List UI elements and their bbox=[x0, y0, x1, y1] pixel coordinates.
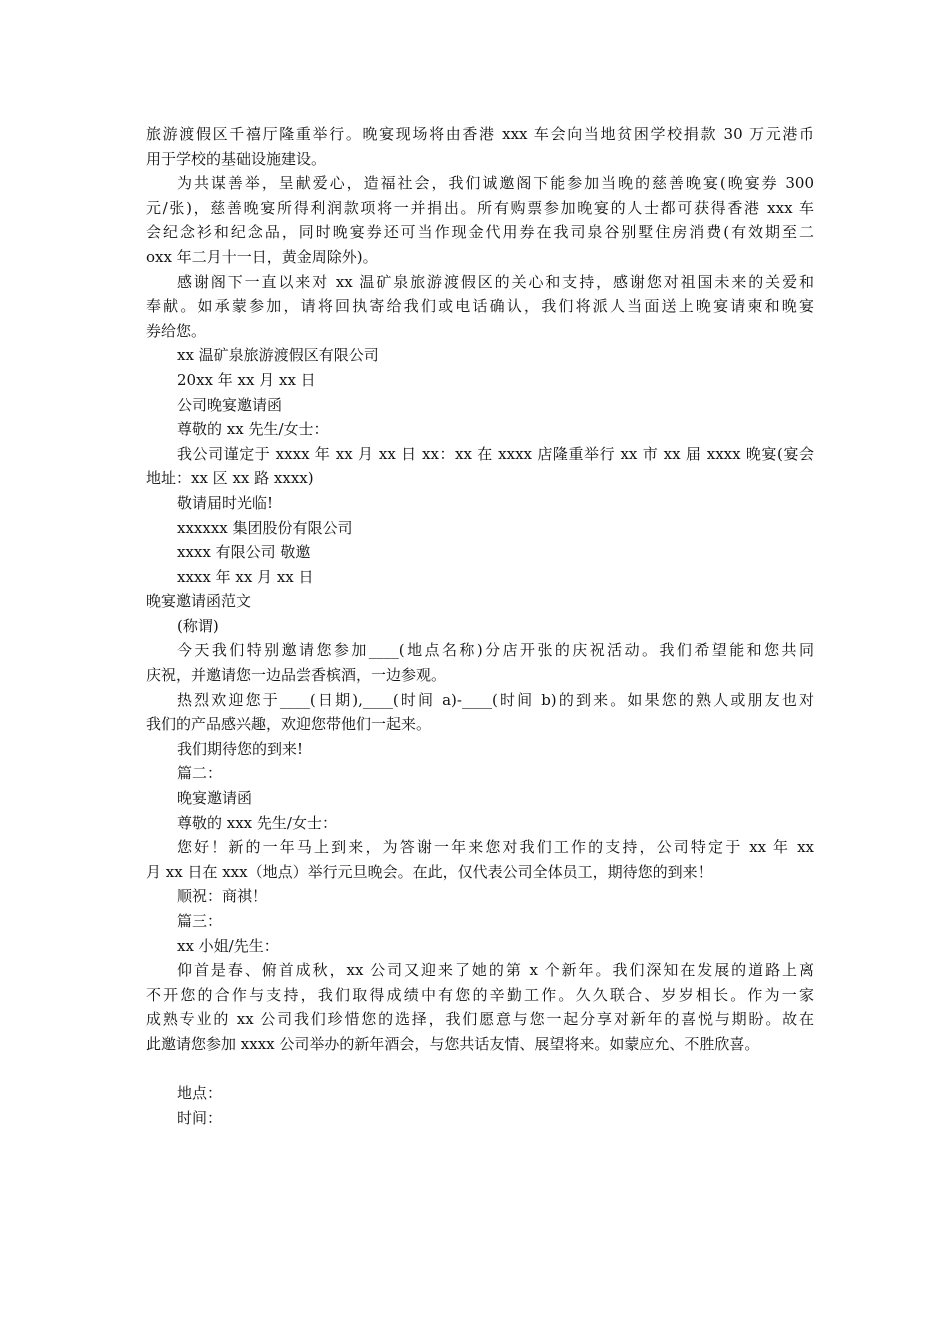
paragraph-line: 用于学校的基础设施建设。 bbox=[146, 149, 327, 168]
section-title: 公司晚宴邀请函 bbox=[177, 395, 283, 414]
paragraph-line: 为共谋善举，呈献爱心，造福社会，我们诚邀阁下能参加当晚的慈善晚宴(晚宴券 300 bbox=[177, 174, 814, 193]
paragraph-line: 热烈欢迎您于____(日期),____(时间 a)-____(时间 b)的到来。如果您的熟人或朋友也对 bbox=[177, 690, 814, 709]
paragraph-line: 仰首是春、俯首成秋，xx 公司又迎来了她的第 x 个新年。我们深知在发展的道路上离 bbox=[177, 961, 814, 980]
paragraph-line: 月 xx 日在 xxx（地点）举行元旦晚会。在此，仅代表公司全体员工，期待您的到来！ bbox=[146, 862, 713, 881]
paragraph-line: 您好！新的一年马上到来，为答谢一年来您对我们工作的支持，公司特定于 xx 年 xx bbox=[177, 838, 814, 857]
paragraph-line: 感谢阁下一直以来对 xx 温矿泉旅游渡假区的关心和支持，感谢您对祖国未来的关爱和 bbox=[177, 272, 814, 291]
paragraph-line: 此邀请您参加 xxxx 公司举办的新年酒会，与您共话友情、展望将来。如蒙应允、不胜欣喜。 bbox=[146, 1034, 760, 1053]
closing-line: 敬请届时光临! bbox=[177, 493, 274, 512]
paragraph-line: 不开您的合作与支持，我们取得成绩中有您的辛勤工作。久久联合、岁岁相长。作为一家 bbox=[146, 985, 814, 1004]
salutation: 尊敬的 xx 先生/女士： bbox=[177, 420, 329, 439]
paragraph-line: 我们的产品感兴趣，欢迎您带他们一起来。 bbox=[146, 715, 432, 734]
paragraph-line: 地址：xx 区 xx 路 xxxx) bbox=[146, 469, 314, 488]
paragraph-line: 券给您。 bbox=[146, 321, 207, 340]
section-title: 晚宴邀请函范文 bbox=[146, 592, 252, 611]
signature-line: xxxx 有限公司 敬邀 bbox=[177, 543, 311, 562]
date-line: xxxx 年 xx 月 xx 日 bbox=[177, 567, 314, 586]
section-heading: 篇二： bbox=[177, 764, 223, 783]
paragraph-line: oxx 年二月十一日，黄金周除外)。 bbox=[146, 247, 378, 266]
section-title: 晚宴邀请函 bbox=[177, 789, 253, 808]
salutation: 尊敬的 xxx 先生/女士： bbox=[177, 813, 337, 832]
date-line: 20xx 年 xx 月 xx 日 bbox=[177, 370, 316, 389]
company-name: xxxxxx 集团股份有限公司 bbox=[177, 518, 353, 537]
company-name: xx 温矿泉旅游渡假区有限公司 bbox=[177, 346, 379, 365]
section-heading: 篇三： bbox=[177, 912, 223, 930]
paragraph-line: 今天我们特别邀请您参加____(地点名称)分店开张的庆祝活动。我们希望能和您共同 bbox=[177, 641, 814, 660]
document-page bbox=[146, 122, 814, 1130]
blank-line bbox=[146, 1057, 814, 1082]
paragraph-line: 会纪念衫和纪念品，同时晚宴券还可当作现金代用券在我司泉谷别墅住房消费(有效期至二 bbox=[146, 223, 814, 242]
paragraph-line: 我公司谨定于 xxxx 年 xx 月 xx 日 xx：xx 在 xxxx 店隆重举行 xx 市 xx 届 xxxx 晚宴(宴会 bbox=[177, 444, 814, 463]
salutation: (称谓) bbox=[177, 616, 219, 635]
closing-line: 顺祝：商祺！ bbox=[177, 887, 268, 906]
closing-line: 我们期待您的到来! bbox=[177, 739, 304, 758]
paragraph-line: 元/张)，慈善晚宴所得利润款项将一并捐出。所有购票参加晚宴的人士都可获得香港 xxx 车 bbox=[146, 198, 814, 217]
paragraph-line: 庆祝，并邀请您一边品尝香槟酒，一边参观。 bbox=[146, 666, 447, 685]
paragraph-line: 奉献。如承蒙参加，请将回执寄给我们或电话确认，我们将派人当面送上晚宴请柬和晚宴 bbox=[146, 297, 814, 316]
paragraph-line: 成熟专业的 xx 公司我们珍惜您的选择，我们愿意与您一起分享对新年的喜悦与期盼。故在 bbox=[146, 1010, 814, 1029]
salutation: xx 小姐/先生： bbox=[177, 936, 279, 955]
time-label: 时间： bbox=[177, 1108, 223, 1127]
location-label: 地点： bbox=[177, 1084, 223, 1103]
paragraph-line: 旅游渡假区千禧厅隆重举行。晚宴现场将由香港 xxx 车会向当地贫困学校捐款 30 万元港币 bbox=[146, 125, 814, 143]
